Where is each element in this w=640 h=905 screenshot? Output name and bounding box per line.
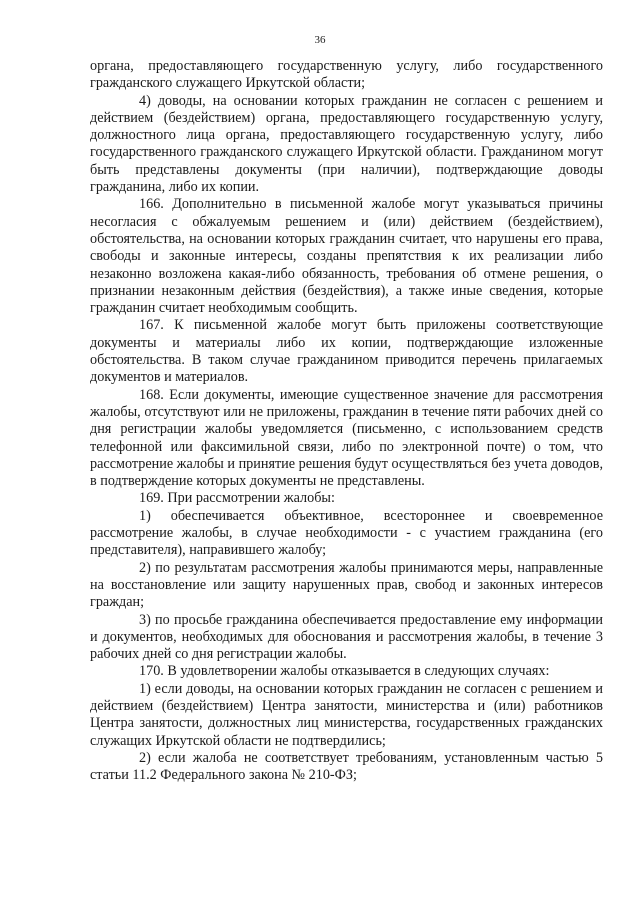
- paragraph: 1) обеспечивается объективное, всестороннее и своевременное рассмотрение жалобы, в случае необходимости - с участием гражданина (его представителя), направившего жалобу;: [90, 507, 603, 559]
- paragraph: 4) доводы, на основании которых гражданин не согласен с решением и действием (бездействием) органа, предоставляющего государственную услугу, должностного лица органа, предоставляющего государственную услугу, либо государственного гражданского служащего Иркутской области. Гражданином могут быть представлены документы (при наличии), подтверждающие доводы гражданина, либо их копии.: [90, 92, 603, 196]
- paragraph: органа, предоставляющего государственную услугу, либо государственного гражданского служащего Иркутской области;: [90, 58, 603, 92]
- paragraph: 3) по просьбе гражданина обеспечивается предоставление ему информации и документов, необходимых для обоснования и рассмотрения жалобы, в течение 3 рабочих дней со дня регистрации жалобы.: [90, 611, 603, 663]
- paragraph: 2) по результатам рассмотрения жалобы принимаются меры, направленные на восстановление или защиту нарушенных прав, свобод и законных интересов граждан;: [90, 559, 603, 611]
- paragraph: 166. Дополнительно в письменной жалобе могут указываться причины несогласия с обжалуемым решением и (или) действием (бездействием), обстоятельства, на основании которых гражданин считает, что нарушены его права, свободы и законные интересы, созданы препятствия к их реализации либо незаконно возложена какая-либо обязанность, требования об отмене решения, о признании незаконным действия (бездействия), а также иные сведения, которые гражданин считает необходимым сообщить.: [90, 196, 603, 317]
- paragraph: 168. Если документы, имеющие существенное значение для рассмотрения жалобы, отсутствуют или не приложены, гражданин в течение пяти рабочих дней со дня регистрации жалобы уведомляется (письменно, с использованием средств телефонной или факсимильной связи, либо по электронной почте) о том, что рассмотрение жалобы и принятие решения будут осуществляться без учета доводов, в подтверждение которых документы не представлены.: [90, 386, 603, 490]
- document-body: [90, 58, 603, 784]
- paragraph: 2) если жалоба не соответствует требованиям, установленным частью 5 статьи 11.2 Федерального закона № 210-ФЗ;: [90, 749, 603, 784]
- paragraph: 167. К письменной жалобе могут быть приложены соответствующие документы и материалы либо их копии, подтверждающие изложенные обстоятельства. В таком случае гражданином приводится перечень прилагаемых документов и материалов.: [90, 317, 603, 386]
- paragraph: 170. В удовлетворении жалобы отказывается в следующих случаях:: [139, 663, 550, 680]
- page-number: 36: [314, 34, 326, 46]
- paragraph: 1) если доводы, на основании которых гражданин не согласен с решением и действием (бездействием) Центра занятости, министерства и (или) работников Центра занятости, должностных лиц министерства, государственных гражданских служащих Иркутской области не подтвердились;: [90, 680, 603, 749]
- paragraph: 169. При рассмотрении жалобы:: [139, 490, 335, 507]
